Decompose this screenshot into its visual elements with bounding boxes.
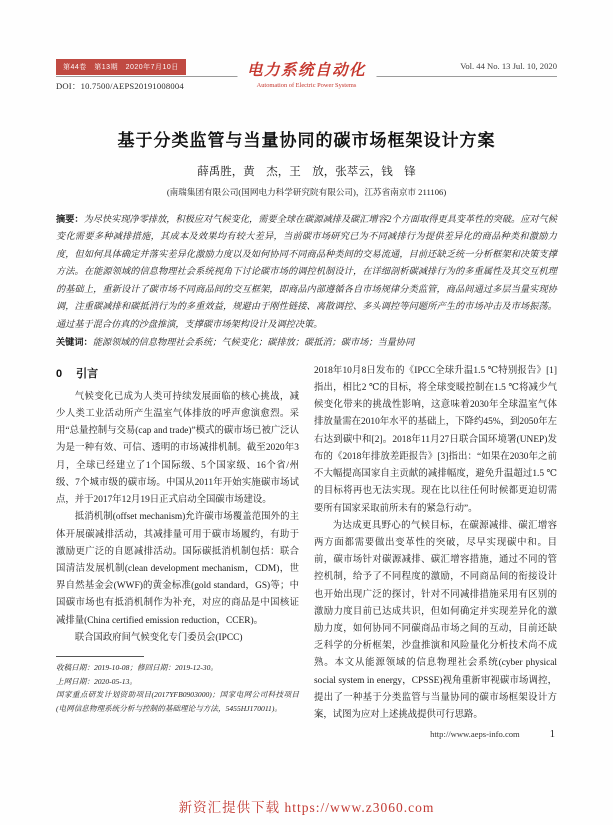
page-footer bbox=[56, 729, 557, 740]
body-columns bbox=[56, 363, 557, 724]
footnote-block bbox=[56, 656, 299, 716]
journal-header bbox=[56, 56, 557, 100]
affiliation-line: (南瑞集团有限公司(国网电力科学研究院有限公司)，江苏省南京市 211106) bbox=[166, 187, 447, 197]
paragraph: 气候变化已成为人类可持续发展面临的核心挑战，减少人类工业活动所产生温室气体排放的呼声愈演愈烈。采用“总量控制与交易(cap and trade)”模式的碳市场已被广泛认为是一种有效、可信、透明的市场减排机制。截至2020年3月，全球已经建立了1个国际级、5个国家级、16个省/州级、7个城市级的碳市场。中国从2011年开始实施碳市场试点，并于2017年12月19日正式启动全国碳市场建设。 bbox=[56, 391, 299, 506]
abstract-label: 摘要： bbox=[56, 214, 84, 224]
issue-badge: 第44卷 第13期 2020年7月10日 bbox=[56, 59, 186, 75]
keywords-text: 能源领域的信息物理社会系统；气候变化；碳排放；碳抵消；碳市场；当量协同 bbox=[92, 337, 415, 348]
section-number: 0 bbox=[56, 367, 63, 380]
section-title: 引言 bbox=[76, 367, 99, 380]
doi-text: DOI：10.7500/AEPS20191008004 bbox=[56, 81, 184, 91]
journal-name-chinese: 电力系统自动化 bbox=[246, 62, 367, 79]
keywords-label: 关键词： bbox=[56, 337, 93, 348]
header-left bbox=[56, 56, 186, 92]
section-heading bbox=[56, 365, 299, 381]
paragraph: 为达成更具野心的气候目标，在碳源减排、碳汇增容两方面都需要做出变革性的突破，尽早实现碳中和。目前，碳市场针对碳源减排、碳汇增容措施，通过不同的管控机制，给予了不同程度的激励，不同商品间的衔接设计也开始出现广泛的探讨，针对不同减排措施采用有区别的激励力度目前已达成共识，但如何确定并实现差异化的激励力度，如何协同不同碳商品市场之间的互动，目前还缺乏科学的分析框架，沙盘推演和风险量化分析技术尚不成熟。本文从能源领域的信息物理社会系统(cyber physical social system in energy，CPSSE)视角重新审视碳市场调控，提出了一种基于分类监管与当量协同的碳市场框架设计方案，试图为应对上述挑战提供可行思路。 bbox=[314, 520, 557, 720]
issue-info-english: Vol. 44 No. 13 Jul. 10, 2020 bbox=[460, 61, 557, 71]
page-number: 1 bbox=[549, 729, 555, 741]
paper-title: 基于分类监管与当量协同的碳市场框架设计方案 bbox=[117, 131, 496, 150]
download-watermark: 新资汇提供下载 https://www.z3060.com bbox=[178, 800, 435, 815]
footnote-funding: 国家重点研发计划资助项目(2017YFB0903000)；国家电网公司科技项目(电网信息物理系统分析与控制的基础理论与方法，5455HJ170011)。 bbox=[56, 690, 299, 713]
journal-logo bbox=[237, 57, 376, 89]
journal-website-url: http://www.aeps-info.com bbox=[430, 729, 520, 740]
authors-line: 薛禹胜，黄 杰，王 放，张萃云，钱 锋 bbox=[197, 166, 416, 178]
paragraph: 2018年10月8日发布的《IPCC全球升温1.5 ℃特别报告》[1]指出，相比2 ℃的目标，将全球变暖控制在1.5 ℃将减少气候变化带来的挑战性影响，这意味着2030年全球温室气体排放量需在2010年水平的基础上，下降约45%，到2050年左右达到碳中和[2]。2018年11月27日联合国环境署(UNEP)发布的《2018年排放差距报告》[3]指出：“如果在2030年之前不大幅提高国家自主贡献的减排幅度，避免升温超过1.5 ℃的目标将再也无法实现。现在比以往任何时候都更迫切需要所有国家采取前所未有的紧急行动”。 bbox=[314, 365, 557, 514]
paragraph: 抵消机制(offset mechanism)允许碳市场覆盖范围外的主体开展碳减排活动，其减排量可用于碳市场履约，有助于激励更广泛的自愿减排活动。国际碳抵消机制包括：联合国清洁发展机制(clean development mechanism，CDM)，世界自然基金会(WWF)的黄金标准(gold standard，GS)等；中国碳市场也有抵消机制作为补充，对应的商品是中国核证减排量(China certified emission reduction，CCER)。 bbox=[56, 512, 299, 626]
footnote-dates: 收稿日期：2019-10-08；修回日期：2019-12-30。 bbox=[56, 662, 218, 672]
keywords-block bbox=[56, 334, 557, 351]
paragraph: 联合国政府间气候变化专门委员会(IPCC) bbox=[74, 632, 243, 643]
abstract-text: 为尽快实现净零排放，积极应对气候变化，需要全球在碳源减排及碳汇增容2个方面取得更具变革性的突破。应对气候变化需要多种减排措施，其成本及效果均有较大差异，当前碳市场研究已为不同减排行为提供差异化的商品种类和激励力度，但如何具体确定并落实差异化激励力度以及如何协同不同商品种类间的交易流通，目前还缺乏统一分析框架和决策支撑方法。在能源领域的信息物理社会系统视角下讨论碳市场的调控机制设计，在详细剖析碳减排行为的多重属性及其交互机理的基础上，重新设计了碳市场不同商品间的交互框架，即商品内部遵循各自市场规律分类监管，商品间通过多层当量实现协调，注重碳减排和碳抵消行为的多重效益，规避由于刚性链接、离散调控、多头调控等问题所产生的市场冲击及市场振荡。通过基于混合仿真的沙盘推演，支撑碳市场架构设计及调控决策。 bbox=[56, 214, 557, 329]
footnote-online-date: 上网日期：2020-05-13。 bbox=[56, 676, 137, 686]
left-column bbox=[56, 363, 299, 724]
journal-name-english: Automation of Electric Power Systems bbox=[256, 81, 357, 89]
abstract-block bbox=[56, 211, 557, 333]
footnote-rule bbox=[56, 656, 144, 657]
right-column bbox=[314, 363, 557, 724]
